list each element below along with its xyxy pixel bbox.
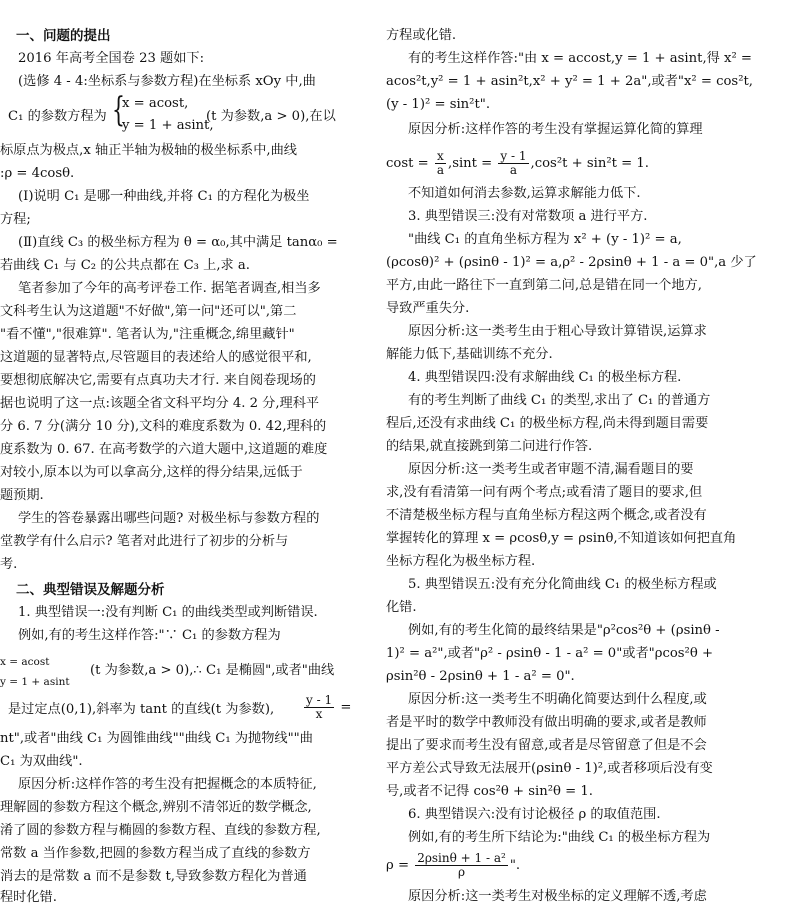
fraction-numerator: x — [435, 150, 446, 164]
text-line: 淆了圆的参数方程与椭圆的参数方程、直线的参数方程, — [0, 823, 321, 838]
text-line: 原因分析:这样作答的考生没有把握概念的本质特征, — [18, 777, 317, 792]
text-line: (选修 4 - 4:坐标系与参数方程)在坐标系 xOy 中,曲 — [18, 74, 316, 89]
text-line: 常数 a 当作参数,把圆的参数方程当成了直线的参数方 — [0, 846, 311, 861]
equation-line: x = acost — [0, 656, 50, 668]
section-heading-errors: 二、典型错误及解题分析 — [16, 582, 165, 598]
text-line: 学生的答卷暴露出哪些问题? 对极坐标与参数方程的 — [18, 511, 320, 526]
equation-brace: { — [112, 90, 125, 130]
formula-text: ,cos²t + sin²t = 1. — [530, 156, 649, 171]
equals-sign: = — [340, 700, 352, 715]
text-line: (t 为参数,a > 0),在以 — [206, 109, 336, 124]
text-line: 分 6. 7 分(满分 10 分),文科的难度系数为 0. 42,理科的 — [0, 419, 327, 434]
formula-text: ρ = — [386, 858, 409, 873]
text-line: 若曲线 C₁ 与 C₂ 的公共点都在 C₃ 上,求 a. — [0, 258, 250, 273]
text-line: 程时化错. — [0, 890, 57, 905]
text-line: acos²t,y² = 1 + asin²t,x² + y² = 1 + 2a",或者"x² = cos²t, — [386, 74, 753, 89]
equation-line: x = acost, — [122, 96, 189, 111]
fraction-numerator: y - 1 — [500, 149, 527, 163]
text-line: 有的考生判断了曲线 C₁ 的类型,求出了 C₁ 的普通方 — [408, 393, 711, 408]
text-line: (Ⅰ)说明 C₁ 是哪一种曲线,并将 C₁ 的方程化为极坐 — [18, 189, 310, 204]
formula-text: cost = — [386, 156, 429, 171]
text-line: 原因分析:这一类考生不明确化简要达到什么程度,或 — [408, 692, 707, 707]
text-line: 例如,有的考生所下结论为:"曲线 C₁ 的极坐标方程为 — [408, 830, 711, 845]
text-line: C₁ 的参数方程为 — [8, 109, 107, 124]
text-line: 考. — [0, 557, 18, 572]
text-line: nt",或者"曲线 C₁ 为圆锥曲线""曲线 C₁ 为抛物线""曲 — [0, 731, 313, 746]
text-line: 解能力低下,基础训练不充分. — [386, 347, 553, 362]
fraction-denominator: a — [509, 163, 518, 177]
text-line: 消去的是常数 a 而不是参数 t,导致参数方程化为普通 — [0, 869, 307, 884]
text-line: 不清楚极坐标方程与直角坐标方程这两个概念,或者没有 — [386, 508, 707, 523]
text-line: "曲线 C₁ 的直角坐标方程为 x² + (y - 1)² = a, — [408, 232, 682, 247]
text-line: 有的考生这样作答:"由 x = accost,y = 1 + asint,得 x² = — [408, 51, 752, 66]
text-line: 1)² = a²",或者"ρ² - ρsinθ - 1 - a² = 0"或者"ρcos²θ + — [386, 646, 714, 661]
text-line: 方程; — [0, 212, 31, 227]
text-line: 者是平时的数学中教师没有做出明确的要求,或者是教师 — [386, 715, 707, 730]
text-line: 对较小,原本以为可以拿高分,这样的得分结果,远低于 — [0, 465, 303, 480]
fraction-denominator: ρ — [457, 865, 466, 879]
text-line: 原因分析:这样作答的考生没有掌握运算化简的算理 — [408, 122, 703, 137]
section-heading-problem: 一、问题的提出 — [16, 28, 111, 44]
text-line: 2016 年高考全国卷 23 题如下: — [18, 51, 205, 66]
text-line: "看不懂","很难算". 笔者认为,"注重概念,绵里藏针" — [0, 327, 295, 342]
text-line: 6. 典型错误六:没有讨论极径 ρ 的取值范围. — [408, 807, 661, 822]
text-line: 平方差公式导致无法展开(ρsinθ - 1)²,或者移项后没有变 — [386, 761, 713, 776]
text-line: 笔者参加了今年的高考评卷工作. 据笔者调查,相当多 — [18, 281, 321, 296]
text-line: 原因分析:这一类考生由于粗心导致计算错误,运算求 — [408, 324, 707, 339]
fraction — [302, 694, 351, 721]
text-line: 1. 典型错误一:没有判断 C₁ 的曲线类型或判断错误. — [18, 605, 318, 620]
text-line: 这道题的显著特点,尽管题目的表述给人的感觉很平和, — [0, 350, 312, 365]
text-line: 导致严重失分. — [386, 301, 470, 316]
text-line: 例如,有的考生化简的最终结果是"ρ²cos²θ + (ρsinθ - — [408, 623, 720, 638]
text-line: 理解圆的参数方程这个概念,辨别不清邻近的数学概念, — [0, 800, 312, 815]
fraction-denominator: x — [315, 707, 323, 721]
text-line: ρsin²θ - 2ρsinθ + 1 - a² = 0". — [386, 669, 575, 684]
text-line: (Ⅱ)直线 C₃ 的极坐标方程为 θ = α₀,其中满足 tanα₀ = — [18, 235, 338, 250]
formula-line — [386, 150, 649, 177]
text-line: 号,或者不记得 cos²θ + sin²θ = 1. — [386, 784, 593, 799]
text-line: 度系数为 0. 67. 在高考数学的六道大题中,这道题的难度 — [0, 442, 328, 457]
text-line: 3. 典型错误三:没有对常数项 a 进行平方. — [408, 209, 648, 224]
text-line: 例如,有的考生这样作答:"∵ C₁ 的参数方程为 — [18, 628, 281, 643]
text-line: 不知道如何消去参数,运算求解能力低下. — [408, 186, 641, 201]
text-line: 的结果,就直接跳到第二问进行作答. — [386, 439, 593, 454]
text-line: 标原点为极点,x 轴正半轴为极轴的极坐标系中,曲线 — [0, 143, 297, 158]
text-line: 原因分析:这一类考生对极坐标的定义理解不透,考虑 — [408, 889, 707, 904]
text-line: 提出了要求而考生没有留意,或者是尽管留意了但是不会 — [386, 738, 707, 753]
text-line: 题预期. — [0, 488, 44, 503]
text-line: 据也说明了这一点:该题全省文科平均分 4. 2 分,理科平 — [0, 396, 320, 411]
formula-line — [386, 852, 520, 879]
text-line: 坐标方程化为极坐标方程. — [386, 554, 536, 569]
equation-line: y = 1 + asint — [0, 676, 70, 688]
text-line: C₁ 为双曲线". — [0, 754, 83, 769]
text-line: 方程或化错. — [386, 28, 457, 43]
text-line: 求,没有看清第一问有两个考点;或看清了题目的要求,但 — [386, 485, 703, 500]
text-line: 是过定点(0,1),斜率为 tant 的直线(t 为参数), — [8, 702, 275, 717]
text-line: 掌握转化的算理 x = ρcosθ,y = ρsinθ,不知道该如何把直角 — [386, 531, 737, 546]
text-line: 文科考生认为这道题"不好做",第一问"还可以",第二 — [0, 304, 297, 319]
text-line: 4. 典型错误四:没有求解曲线 C₁ 的极坐标方程. — [408, 370, 682, 385]
text-line: (t 为参数,a > 0),∴ C₁ 是椭圆",或者"曲线 — [90, 663, 335, 678]
text-line: 5. 典型错误五:没有充分化简曲线 C₁ 的极坐标方程或 — [408, 577, 717, 592]
text-line: :ρ = 4cosθ. — [0, 166, 75, 181]
fraction-denominator: a — [436, 163, 444, 177]
formula-text: ". — [509, 858, 521, 873]
text-line: 原因分析:这一类考生或者审题不清,漏看题目的要 — [408, 462, 694, 477]
fraction-numerator: 2ρsinθ + 1 - a² — [417, 851, 506, 865]
text-line: 要想彻底解决它,需要有点真功夫才行. 来自阅卷现场的 — [0, 373, 316, 388]
formula-text: ,sint = — [448, 156, 493, 171]
text-line: 平方,由此一路往下一直到第二问,总是错在同一个地方, — [386, 278, 702, 293]
equation-line: y = 1 + asint, — [122, 118, 214, 133]
text-line: (y - 1)² = sin²t". — [386, 97, 491, 112]
text-line: 程后,还没有求曲线 C₁ 的极坐标方程,尚未得到题目需要 — [386, 416, 709, 431]
fraction-numerator: y - 1 — [306, 693, 333, 707]
text-line: (ρcosθ)² + (ρsinθ - 1)² = a,ρ² - 2ρsinθ + 1 - a = 0",a 少了 — [386, 255, 757, 270]
text-line: 堂教学有什么启示? 笔者对此进行了初步的分析与 — [0, 534, 289, 549]
text-line: 化错. — [386, 600, 417, 615]
